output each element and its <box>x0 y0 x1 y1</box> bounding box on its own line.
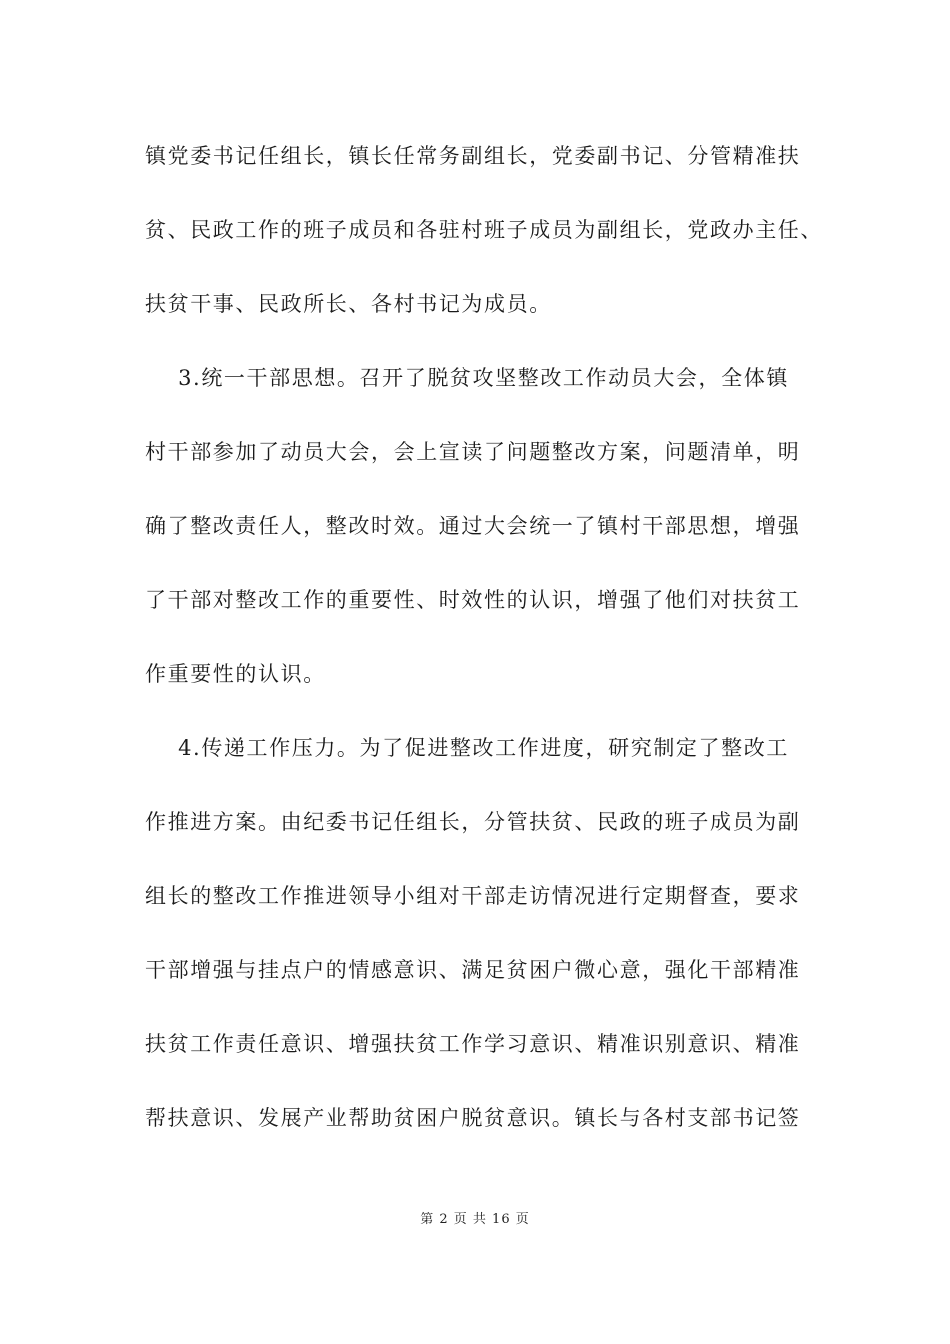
text-line: 干部增强与挂点户的情感意识、满足贫困户微心意，强化干部精准 <box>145 958 801 982</box>
page-number-text: 第 2 页 共 16 页 <box>420 1212 530 1227</box>
text-line: 作重要性的认识。 <box>145 662 326 686</box>
text-line: 3.统一干部思想。召开了脱贫攻坚整改工作动员大会，全体镇 <box>145 366 789 390</box>
text-line: 村干部参加了动员大会，会上宣读了问题整改方案，问题清单，明 <box>145 440 801 464</box>
text-line: 4.传递工作压力。为了促进整改工作进度，研究制定了整改工 <box>145 736 789 760</box>
text-line: 扶贫干事、民政所长、各村书记为成员。 <box>145 292 552 316</box>
text-line: 了干部对整改工作的重要性、时效性的认识，增强了他们对扶贫工 <box>145 588 801 612</box>
page-footer <box>0 1208 950 1227</box>
text-line: 扶贫工作责任意识、增强扶贫工作学习意识、精准识别意识、精准 <box>145 1032 801 1056</box>
text-line: 组长的整改工作推进领导小组对干部走访情况进行定期督查，要求 <box>145 884 801 908</box>
text-line: 确了整改责任人，整改时效。通过大会统一了镇村干部思想，增强 <box>145 514 801 538</box>
text-line: 贫、民政工作的班子成员和各驻村班子成员为副组长，党政办主任、 <box>145 218 823 242</box>
text-line: 镇党委书记任组长，镇长任常务副组长，党委副书记、分管精准扶 <box>145 144 801 168</box>
body-text <box>145 136 825 1172</box>
text-line: 帮扶意识、发展产业帮助贫困户脱贫意识。镇长与各村支部书记签 <box>145 1106 801 1130</box>
text-line: 作推进方案。由纪委书记任组长，分管扶贫、民政的班子成员为副 <box>145 810 801 834</box>
